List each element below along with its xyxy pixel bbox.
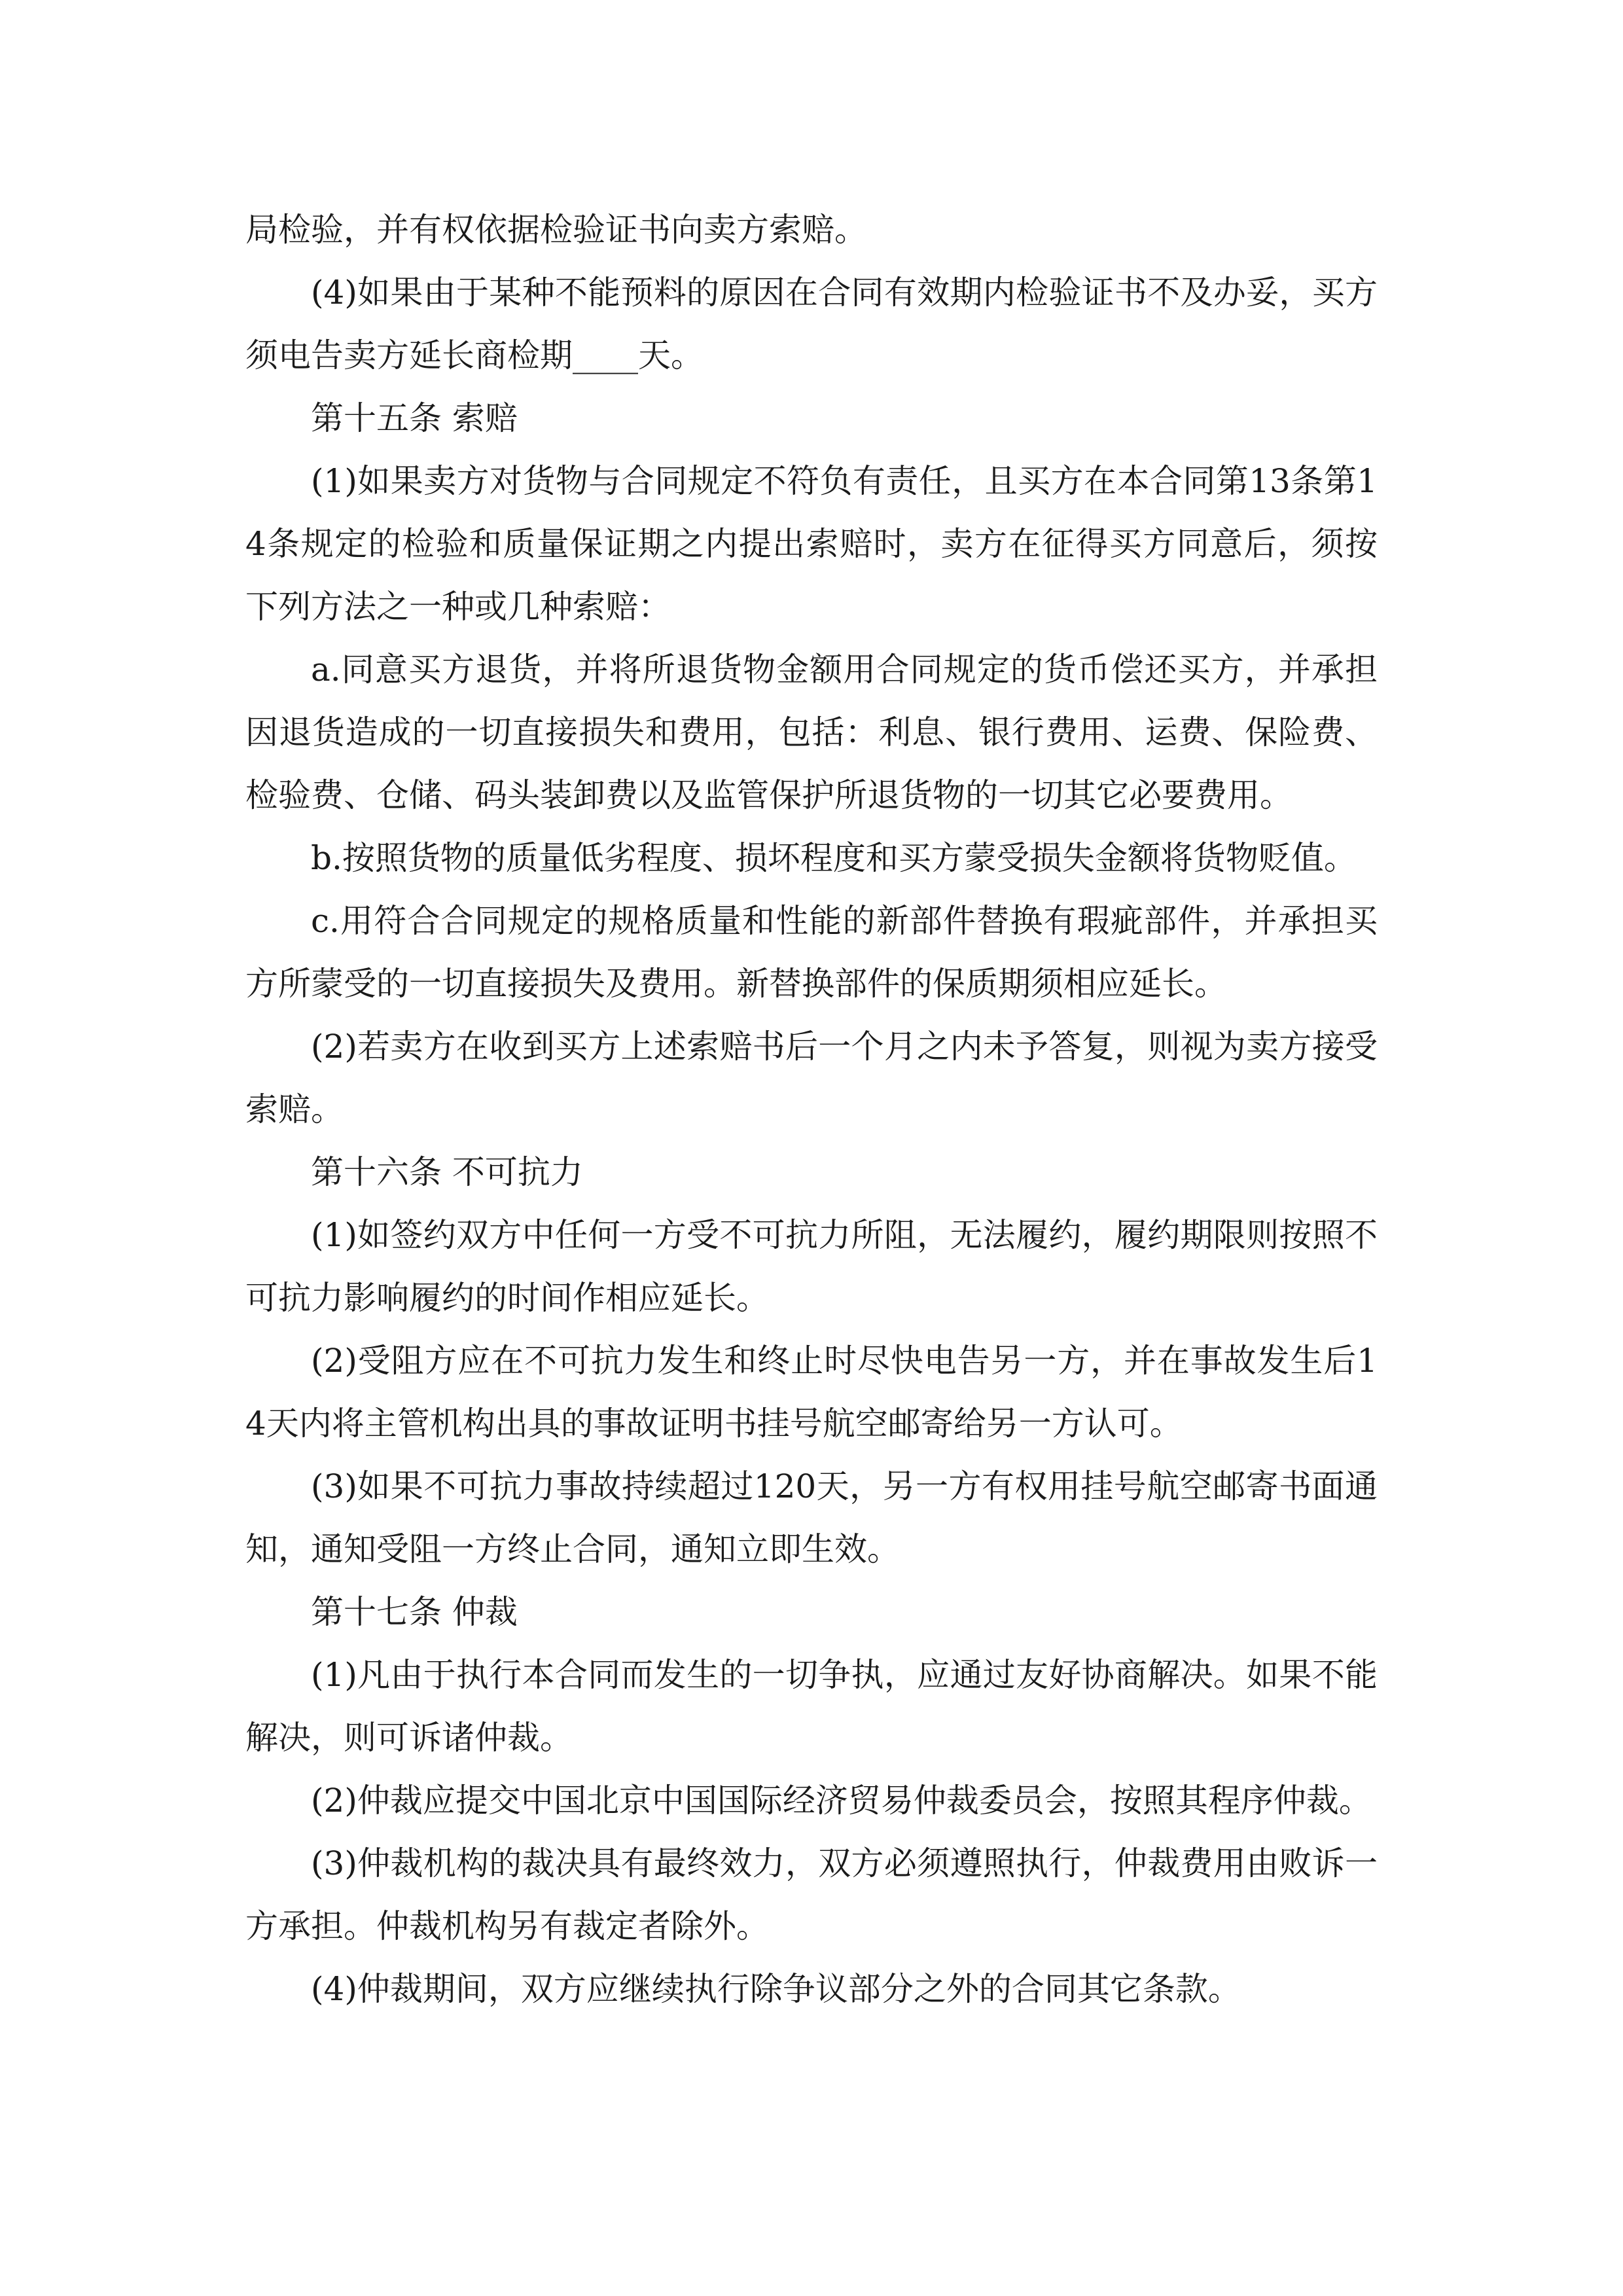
clause-17-item-2: (2)仲裁应提交中国北京中国国际经济贸易仲裁委员会，按照其程序仲裁。 (311, 1782, 1372, 1820)
article-15-heading: 第十五条 索赔 (311, 399, 518, 437)
article-17-heading: 第十七条 仲裁 (311, 1593, 518, 1631)
clause-15-item-c: c.用符合合同规定的规格质量和性能的新部件替换有瑕疵部件，并承担买方所蒙受的一切直接损失及费用。新替换部件的保质期须相应延长。 (245, 902, 1378, 1003)
clause-17-item-4: (4)仲裁期间，双方应继续执行除争议部分之外的合同其它条款。 (311, 1970, 1241, 2008)
clause-15-item-a: a.同意买方退货，并将所退货物金额用合同规定的货币偿还买方，并承担因退货造成的一切直接损失和费用，包括：利息、银行费用、运费、保险费、检验费、仓储、码头装卸费以及监管保护所退货物的一切其它必要费用。 (245, 651, 1378, 814)
clause-16-item-1: (1)如签约双方中任何一方受不可抗力所阻，无法履约，履约期限则按照不可抗力影响履约的时间作相应延长。 (245, 1216, 1378, 1317)
clause-17-item-1: (1)凡由于执行本合同而发生的一切争执，应通过友好协商解决。如果不能解决，则可诉诸仲裁。 (245, 1656, 1378, 1757)
clause-16-item-3: (3)如果不可抗力事故持续超过120天，另一方有权用挂号航空邮寄书面通知，通知受阻一方终止合同，通知立即生效。 (245, 1467, 1378, 1568)
contract-body (245, 198, 1378, 2020)
clause-15-item-b: b.按照货物的质量低劣程度、损坏程度和买方蒙受损失金额将货物贬值。 (311, 839, 1357, 877)
clause-17-item-3: (3)仲裁机构的裁决具有最终效力，双方必须遵照执行，仲裁费用由败诉一方承担。仲裁机构另有裁定者除外。 (245, 1844, 1378, 1945)
clause-15-item-1: (1)如果卖方对货物与合同规定不符负有责任，且买方在本合同第13条第14条规定的检验和质量保证期之内提出索赔时，卖方在征得买方同意后，须按下列方法之一种或几种索赔： (245, 462, 1378, 626)
paragraph-continuation: 局检验，并有权依据检验证书向卖方索赔。 (245, 211, 867, 249)
clause-16-item-2: (2)受阻方应在不可抗力发生和终止时尽快电告另一方，并在事故发生后14天内将主管机构出具的事故证明书挂号航空邮寄给另一方认可。 (245, 1342, 1378, 1443)
clause-14-item-4: (4)如果由于某种不能预料的原因在合同有效期内检验证书不及办妥，买方须电告卖方延长商检期____天。 (245, 274, 1378, 374)
clause-15-item-2: (2)若卖方在收到买方上述索赔书后一个月之内未予答复，则视为卖方接受索赔。 (245, 1028, 1378, 1128)
article-16-heading: 第十六条 不可抗力 (311, 1153, 583, 1191)
